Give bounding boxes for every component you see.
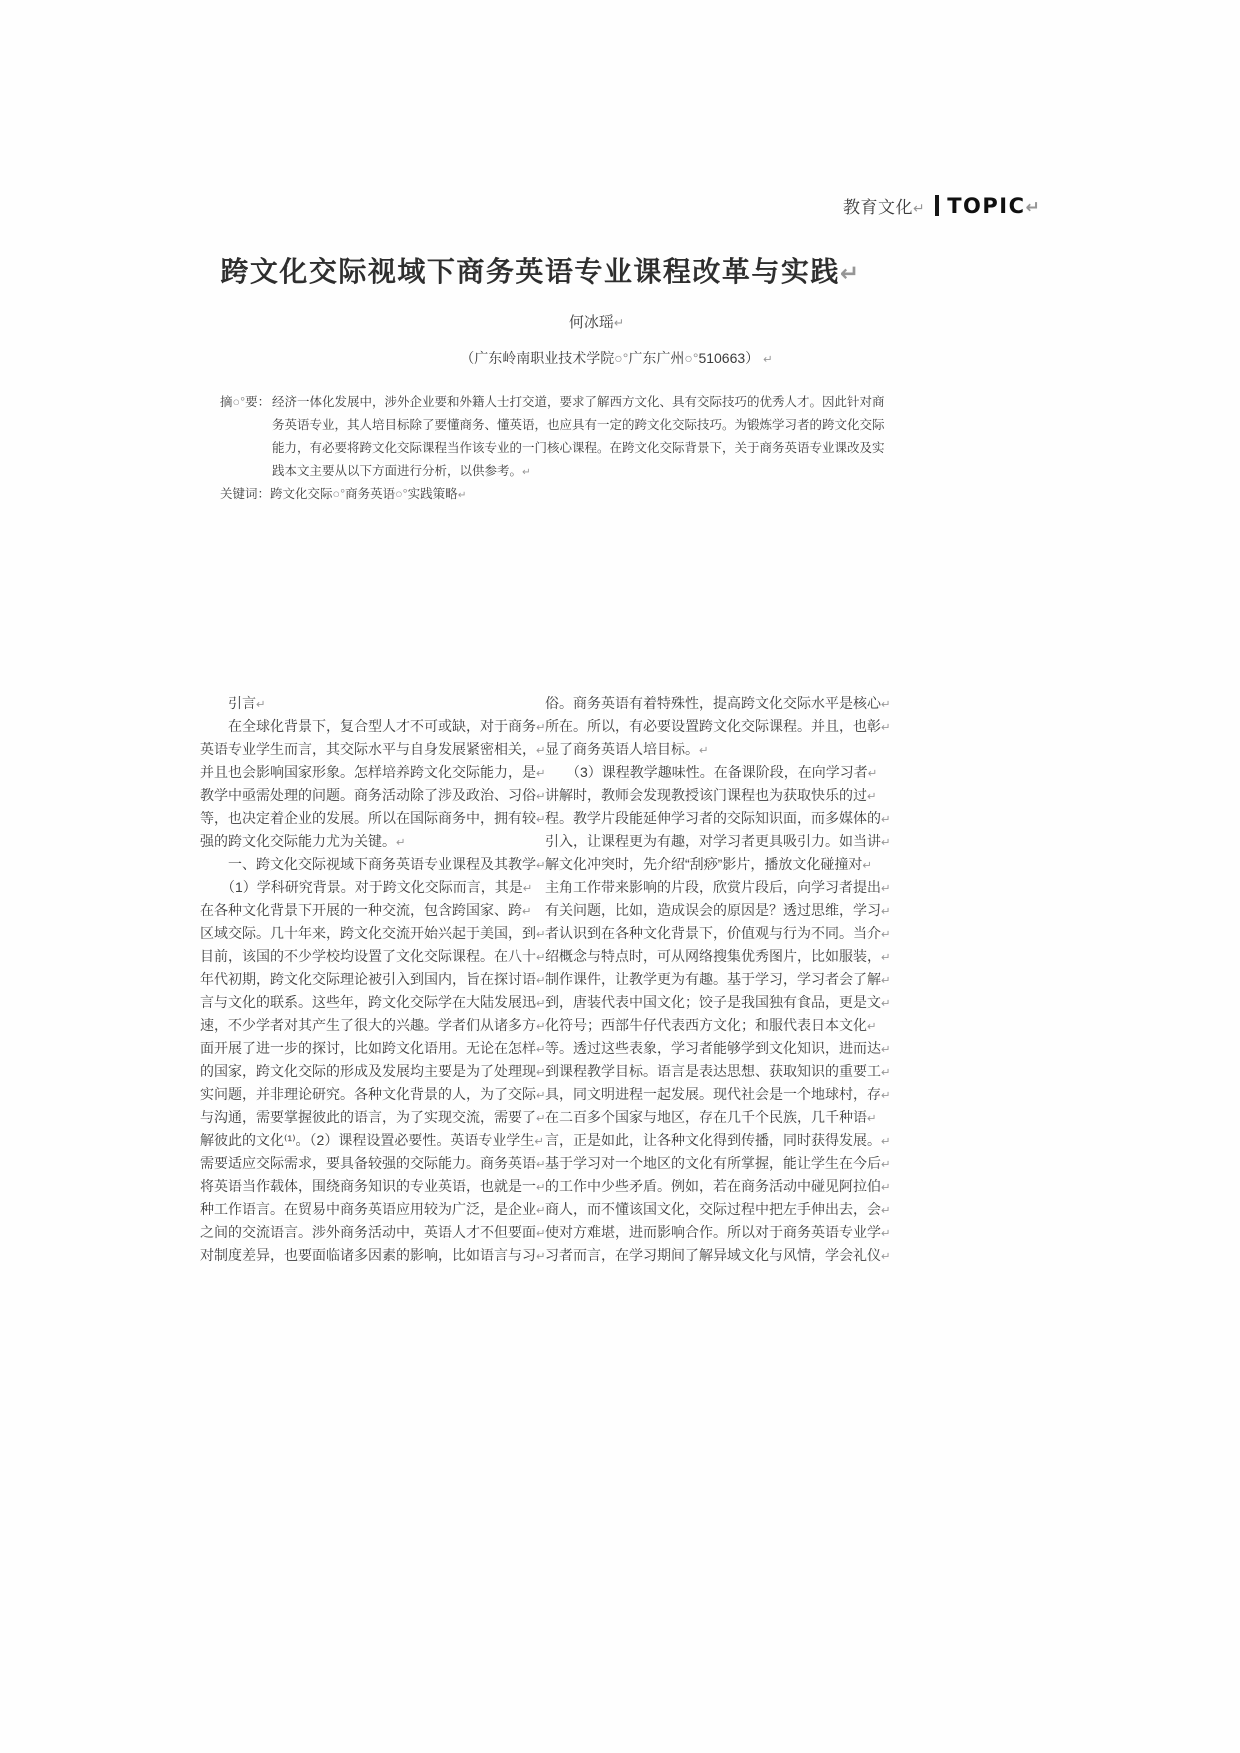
text-line: 教学中亟需处理的问题。商务活动除了涉及政治、习俗↵ xyxy=(200,787,546,803)
text-line: 基于学习对一个地区的文化有所掌握，能让学生在今后↵ xyxy=(545,1155,891,1171)
text-line: 言，正是如此，让各种文化得到传播，同时获得发展。↵ xyxy=(545,1132,891,1148)
text-line: 种工作语言。在贸易中商务英语应用较为广泛，是企业↵ xyxy=(200,1201,546,1217)
text-line: 年代初期，跨文化交际理论被引入到国内，旨在探讨语↵ xyxy=(200,971,546,987)
text-line: 面开展了进一步的探讨，比如跨文化语用。无论在怎样↵ xyxy=(200,1040,546,1056)
text-line: 有关问题，比如，造成误会的原因是？透过思维，学习↵ xyxy=(545,902,891,918)
text-line: 者认识到在各种文化背景下，价值观与行为不同。当介↵ xyxy=(545,925,891,941)
author-name: 何冰瑶↵ xyxy=(568,314,625,331)
text-line: （3）课程教学趣味性。在备课阶段，在向学习者↵ xyxy=(545,764,878,780)
text-line: 在二百多个国家与地区，存在几千个民族，几千种语↵ xyxy=(545,1109,877,1125)
text-line: 需要适应交际需求，要具备较强的交际能力。商务英语↵ xyxy=(200,1155,546,1171)
text-line: 显了商务英语人培目标。↵ xyxy=(545,741,709,757)
text-line: 在各种文化背景下开展的一种交流，包含跨国家、跨↵ xyxy=(200,902,532,918)
text-line: 制作课件，让教学更为有趣。基于学习，学习者会了解↵ xyxy=(545,971,891,987)
text-line: 英语专业学生而言，其交际水平与自身发展紧密相关，↵ xyxy=(200,741,546,757)
text-line: 目前，该国的不少学校均设置了文化交际课程。在八十↵ xyxy=(200,948,546,964)
text-line: 区域交际。几十年来，跨文化交流开始兴起于美国，到↵ xyxy=(200,925,546,941)
text-line: 俗。商务英语有着特殊性，提高跨文化交际水平是核心↵ xyxy=(545,695,891,711)
text-line: 速，不少学者对其产生了很大的兴趣。学者们从诸多方↵ xyxy=(200,1017,546,1033)
text-line: 等，也决定着企业的发展。所以在国际商务中，拥有较↵ xyxy=(200,810,546,826)
text-line: 到，唐装代表中国文化；饺子是我国独有食品，更是文↵ xyxy=(545,994,891,1010)
body-column-left xyxy=(200,692,545,1267)
text-line: 程。教学片段能延伸学习者的交际知识面，而多媒体的↵ xyxy=(545,810,891,826)
text-line: 习者而言，在学习期间了解异域文化与风情，学会礼仪↵ xyxy=(545,1247,891,1263)
text-line: 绍概念与特点时，可从网络搜集优秀图片，比如服装，↵ xyxy=(545,948,891,964)
text-line: 到课程教学目标。语言是表达思想、获取知识的重要工↵ xyxy=(545,1063,891,1079)
text-line: 的工作中少些矛盾。例如，若在商务活动中碰见阿拉伯↵ xyxy=(545,1178,891,1194)
section-label: 教育文化↵ xyxy=(843,198,926,217)
text-line: 使对方难堪，进而影响合作。所以对于商务英语专业学↵ xyxy=(545,1224,891,1240)
text-line: 一、跨文化交际视域下商务英语专业课程及其教学↵ xyxy=(200,856,546,872)
text-line: 所在。所以，有必要设置跨文化交际课程。并且，也彰↵ xyxy=(545,718,891,734)
journal-masthead xyxy=(843,193,1041,218)
text-line: 具，同文明进程一起发展。现代社会是一个地球村，存↵ xyxy=(545,1086,891,1102)
text-line: 引入，让课程更为有趣，对学习者更具吸引力。如当讲↵ xyxy=(545,833,891,849)
text-line: 务英语专业，其人培目标除了要懂商务、懂英语，也应具有一定的跨文化交际技巧。为锻炼学习者的跨文化交际 xyxy=(272,418,885,432)
topic-logo: TOPIC↵ xyxy=(947,193,1042,218)
text-line: 践本文主要从以下方面进行分析，以供参考。↵ xyxy=(272,464,531,478)
text-line: 解彼此的文化⁽¹⁾。（2）课程设置必要性。英语专业学生↵ xyxy=(200,1132,544,1148)
text-line: 强的跨文化交际能力尤为关键。↵ xyxy=(200,833,406,849)
text-line: 的国家，跨文化交际的形成及发展均主要是为了处理现↵ xyxy=(200,1063,546,1079)
paper-title: 跨文化交际视域下商务英语专业课程改革与实践↵ xyxy=(220,256,861,287)
text-line: 解文化冲突时，先介绍“刮痧”影片，播放文化碰撞对↵ xyxy=(545,856,872,872)
text-line: 对制度差异，也要面临诸多因素的影响，比如语言与习↵ xyxy=(200,1247,546,1263)
body-column-right xyxy=(545,692,890,1267)
text-line: 在全球化背景下，复合型人才不可或缺，对于商务↵ xyxy=(200,718,546,734)
text-line: 实问题，并非理论研究。各种文化背景的人，为了交际↵ xyxy=(200,1086,546,1102)
text-line: 与沟通，需要掌握彼此的语言，为了实现交流，需要了↵ xyxy=(200,1109,546,1125)
text-line: 并且也会影响国家形象。怎样培养跨文化交际能力，是↵ xyxy=(200,764,546,780)
text-line: 讲解时，教师会发现教授该门课程也为获取快乐的过↵ xyxy=(545,787,877,803)
text-line: 化符号；西部牛仔代表西方文化；和服代表日本文化↵ xyxy=(545,1017,877,1033)
keywords-row xyxy=(220,483,466,507)
author-affiliation: （广东岭南职业技术学院○°广东广州○°510663） ↵ xyxy=(460,350,773,366)
text-line: （1）学科研究背景。对于跨文化交际而言，其是↵ xyxy=(200,879,533,895)
text-line: 将英语当作载体，围绕商务知识的专业英语，也就是一↵ xyxy=(200,1178,546,1194)
text-line: 商人，而不懂该国文化，交际过程中把左手伸出去，会↵ xyxy=(545,1201,891,1217)
text-line: 等。透过这些表象，学习者能够学到文化知识，进而达↵ xyxy=(545,1040,891,1056)
text-line: 主角工作带来影响的片段，欣赏片段后，向学习者提出↵ xyxy=(545,879,891,895)
abstract-label: 摘○°要： xyxy=(220,395,271,409)
text-line: 言与文化的联系。这些年，跨文化交际学在大陆发展迅↵ xyxy=(200,994,546,1010)
text-line: 之间的交流语言。涉外商务活动中，英语人才不但要面↵ xyxy=(200,1224,546,1240)
text-line: 经济一体化发展中，涉外企业要和外籍人士打交道，要求了解西方文化、具有交际技巧的优秀人才。因此针对商 xyxy=(272,395,885,409)
keywords-text: 跨文化交际○°商务英语○°实践策略↵ xyxy=(270,487,467,501)
keywords-label: 关键词： xyxy=(220,487,271,501)
text-line: 能力，有必要将跨文化交际课程当作该专业的一门核心课程。在跨文化交际背景下，关于商务英语专业课改及实 xyxy=(272,441,885,455)
divider-bar xyxy=(935,195,939,216)
abstract-text xyxy=(272,391,902,483)
text-line: 引言↵ xyxy=(200,695,266,711)
